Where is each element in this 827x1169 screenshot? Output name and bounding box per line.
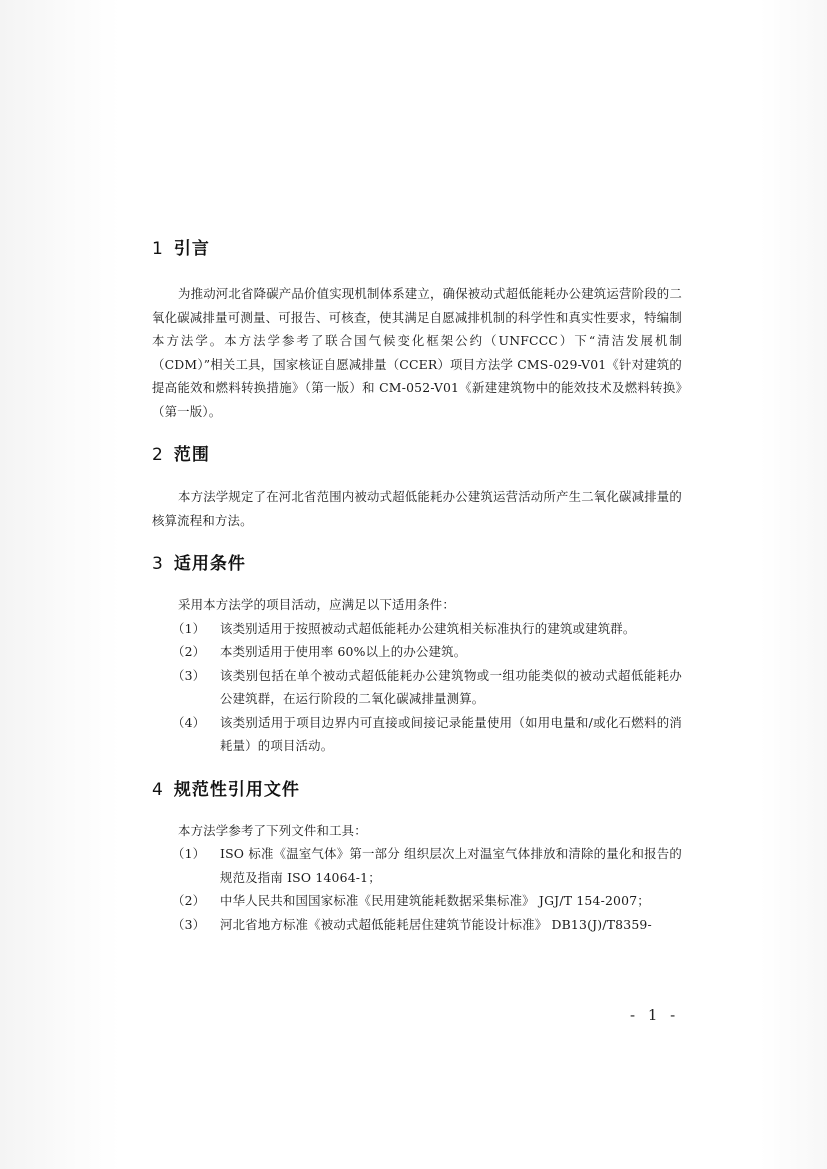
list-item bbox=[152, 842, 682, 889]
section-4-number: 4 bbox=[152, 779, 164, 800]
list-item-marker: （2） bbox=[172, 893, 206, 908]
section-3-title: 适用条件 bbox=[173, 554, 246, 574]
list-item bbox=[152, 664, 682, 711]
list-item-text: 中华人民共和国国家标准《民用建筑能耗数据采集标准》 JGJ/T 154-2007； bbox=[220, 893, 650, 908]
section-1-number: 1 bbox=[152, 239, 164, 259]
list-item-text: 河北省地方标准《被动式超低能耗居住建筑节能设计标准》 DB13(J)/T8359- bbox=[220, 916, 652, 932]
list-item-text: ISO 标准《温室气体》第一部分 组织层次上对温室气体排放和清除的量化和报告的规范及指南 ISO 14064-1； bbox=[220, 846, 682, 885]
section-2-heading bbox=[152, 442, 682, 468]
section-4-intro: 本方法学参考了下列文件和工具： bbox=[178, 822, 367, 838]
section-4-heading bbox=[152, 777, 682, 803]
section-1-title: 引言 bbox=[173, 239, 210, 259]
section-2-paragraph: 本方法学规定了在河北省范围内被动式超低能耗办公建筑运营活动所产生二氧化碳减排量的核算流程和方法。 bbox=[152, 489, 682, 528]
section-2-number: 2 bbox=[152, 445, 164, 465]
list-item bbox=[152, 617, 682, 641]
list-item bbox=[152, 711, 682, 758]
section-3-heading bbox=[152, 551, 682, 577]
list-item-marker: （3） bbox=[172, 667, 206, 683]
section-2-title: 范围 bbox=[173, 445, 210, 465]
list-item bbox=[152, 889, 682, 913]
list-item bbox=[152, 640, 682, 664]
list-item-marker: （3） bbox=[172, 916, 206, 932]
list-item-text: 该类别适用于按照被动式超低能耗办公建筑相关标准执行的建筑或建筑群。 bbox=[220, 620, 636, 636]
list-item-marker: （2） bbox=[172, 644, 206, 659]
page-number: - 1 - bbox=[630, 1006, 680, 1024]
section-4-title: 规范性引用文件 bbox=[173, 779, 300, 800]
list-item bbox=[152, 913, 682, 937]
section-3-number: 3 bbox=[152, 554, 164, 574]
section-1-paragraph: 为推动河北省降碳产品价值实现机制体系建立，确保被动式超低能耗办公建筑运营阶段的二氧化碳减排量可测量、可报告、可核查，使其满足自愿减排机制的科学性和真实性要求，特编制本方法学。本方法学参考了联合国气候变化框架公约（UNFCCC）下“清洁发展机制（CDM）”相关工具，国家核证自愿减排量（CCER）项目方法学 CMS-029-V01《针对建筑的提高能效和燃料转换措施》（第一版）和 CM-052-V01《新建建筑物中的能效技术及燃料转换》（第一版）。 bbox=[152, 286, 682, 419]
list-item-text: 该类别适用于项目边界内可直接或间接记录能量使用（如用电量和/或化石燃料的消耗量）的项目活动。 bbox=[220, 714, 682, 753]
list-item-marker: （4） bbox=[172, 714, 206, 730]
list-item-text: 本类别适用于使用率 60%以上的办公建筑。 bbox=[220, 644, 467, 659]
list-item-marker: （1） bbox=[172, 846, 206, 861]
list-item-text: 该类别包括在单个被动式超低能耗办公建筑物或一组功能类似的被动式超低能耗办公建筑群，在运行阶段的二氧化碳减排量测算。 bbox=[220, 667, 682, 706]
section-3-intro: 采用本方法学的项目活动，应满足以下适用条件： bbox=[178, 597, 455, 612]
list-item-marker: （1） bbox=[172, 620, 206, 636]
section-1-heading bbox=[152, 236, 682, 262]
document-body bbox=[152, 236, 682, 936]
